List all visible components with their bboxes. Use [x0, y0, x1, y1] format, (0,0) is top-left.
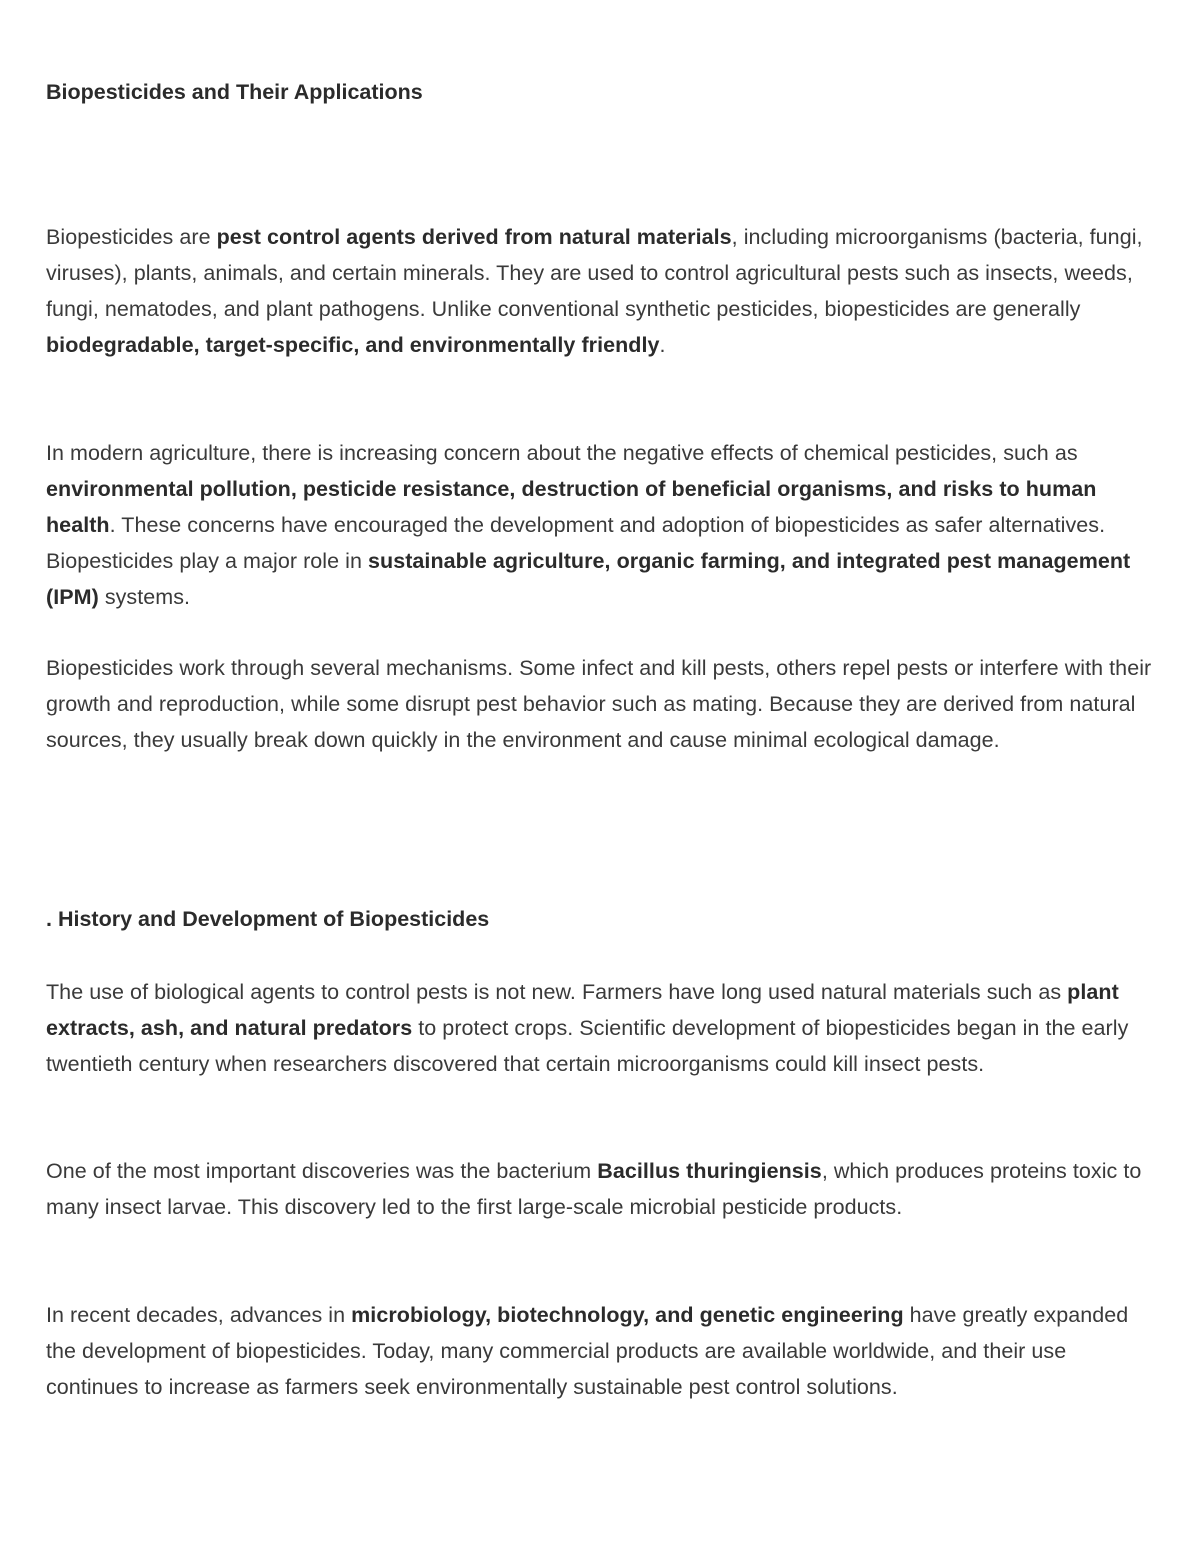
intro-paragraph-definition — [46, 219, 1161, 363]
bold-text-run: biodegradable, target-specific, and environmentally friendly — [46, 333, 660, 357]
text-run: Biopesticides work through several mechanisms. Some infect and kill pests, others repel pests or interfere with their growth and reproduction, while some disrupt pest behavior such as mating. Because they are derived from natural sources, they usually break down quickly in the environment and cause minimal ecological damage. — [46, 656, 1152, 752]
intro-paragraph-concerns — [46, 435, 1161, 615]
history-paragraph-recent-advances — [46, 1297, 1161, 1405]
bold-text-run: sustainable agriculture, organic farming, and integrated pest management (IPM) — [46, 549, 1131, 609]
text-run: , including microorganisms (bacteria, fungi, viruses), plants, animals, and certain minerals. They are used to control agricultural pests such as insects, weeds, fungi, nematodes, and plant pathogens. Unlike conventional synthetic pesticides, biopesticides are generally — [46, 225, 1143, 321]
text-run: . — [659, 333, 666, 357]
bold-text-run: environmental pollution, pesticide resistance, destruction of beneficial organisms, and risks to human health — [46, 477, 1097, 537]
text-run: , which produces proteins toxic to many insect larvae. This discovery led to the first large-scale microbial pesticide products. — [46, 1159, 1142, 1219]
document-title: Biopesticides and Their Applications — [46, 80, 423, 104]
text-run: have greatly expanded the development of biopesticides. Today, many commercial products are available worldwide, and their use continues to increase as farmers seek environmentally sustainable pest control solutions. — [46, 1303, 1129, 1399]
text-run: One of the most important discoveries was the bacterium — [46, 1159, 598, 1183]
bold-text-run: Bacillus thuringiensis — [597, 1159, 822, 1183]
intro-paragraph-mechanisms — [46, 650, 1161, 758]
bold-text-run: plant extracts, ash, and natural predators — [46, 980, 1119, 1040]
text-run: to protect crops. Scientific development of biopesticides began in the early twentieth century when researchers discovered that certain microorganisms could kill insect pests. — [46, 1016, 1129, 1076]
text-run: The use of biological agents to control pests is not new. Farmers have long used natural materials such as — [46, 980, 1068, 1004]
text-run: . These concerns have encouraged the development and adoption of biopesticides as safer alternatives. Biopesticides play a major role in — [46, 513, 1106, 573]
bold-text-run: microbiology, biotechnology, and genetic engineering — [351, 1303, 904, 1327]
history-paragraph-bt-discovery — [46, 1153, 1161, 1225]
text-run: Biopesticides are — [46, 225, 217, 249]
text-run: In modern agriculture, there is increasing concern about the negative effects of chemical pesticides, such as — [46, 441, 1078, 465]
bold-text-run: pest control agents derived from natural materials — [216, 225, 732, 249]
section-heading-history: . History and Development of Biopesticides — [46, 907, 490, 931]
history-paragraph-origins — [46, 974, 1161, 1082]
text-run: In recent decades, advances in — [46, 1303, 352, 1327]
text-run: systems. — [98, 585, 191, 609]
